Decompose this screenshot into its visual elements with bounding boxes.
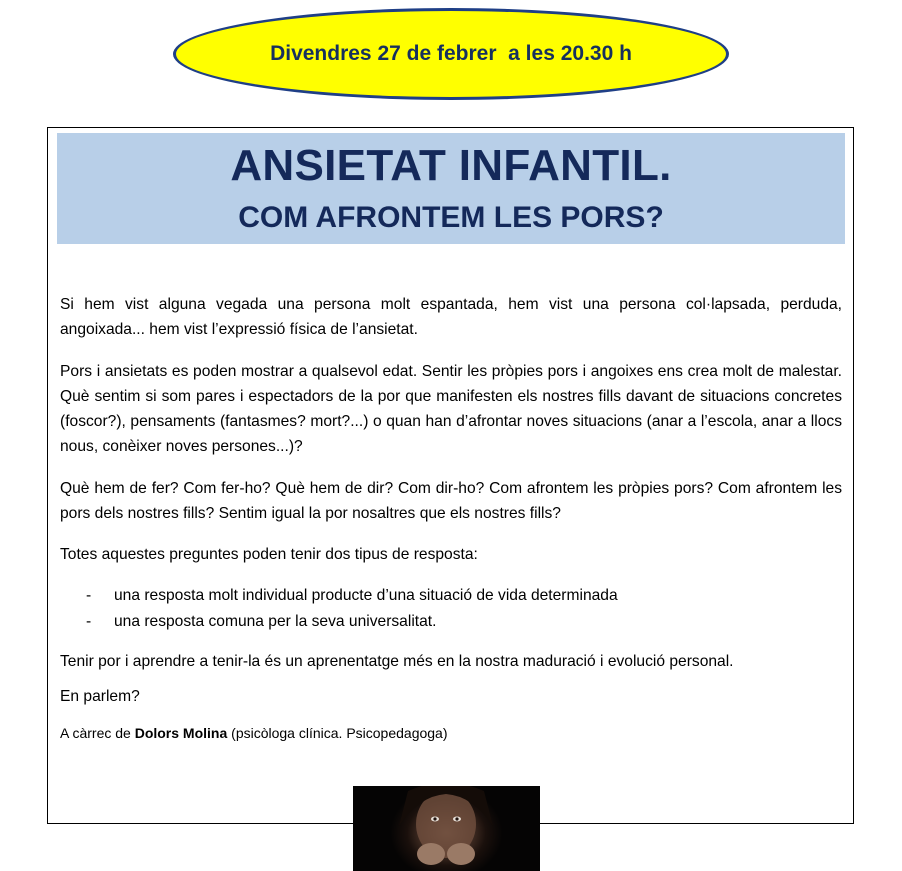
list-item <box>60 609 842 635</box>
event-date: Divendres 27 de febrer a les 20.30 h <box>270 42 632 65</box>
paragraph-answer-types: Totes aquestes preguntes poden tenir dos tipus de resposta: <box>60 546 478 563</box>
list-item-text: una resposta comuna per la seva universalitat. <box>114 612 437 630</box>
title-subtitle: COM AFRONTEM LES PORS? <box>238 201 664 234</box>
credit-prefix: A càrrec de <box>60 725 135 741</box>
title-main: ANSIETAT INFANTIL. <box>230 141 672 190</box>
paragraph-questions: Què hem de fer? Com fer-ho? Què hem de dir? Com dir-ho? Com afrontem les pròpies pors? Com afrontem les pors dels nostres fills? Sentim igual la por nosaltres que els nostres fills? <box>60 480 842 522</box>
title-banner <box>57 133 845 244</box>
list-dash: - <box>86 587 92 604</box>
speaker-name: Dolors Molina <box>134 725 228 741</box>
credit-suffix: (psicòloga clínica. Psicopedagoga) <box>227 725 448 741</box>
date-oval <box>173 8 729 100</box>
body-text <box>60 292 842 746</box>
scared-child-photo <box>353 786 540 871</box>
list-item-text: una resposta molt individual producte d’una situació de vida determinada <box>114 587 618 604</box>
paragraph-fears: Pors i ansietats es poden mostrar a qualsevol edat. Sentir les pròpies pors i angoixes ens crea molt de malestar. Què sentim si som pares i espectadors de la por que manifesten els nostres fills davant de situacions concretes (foscor?), pensaments (fantasmes? mort?...) o quan han d’afrontar noves situacions (anar a l’escola, anar a llocs nous, conèixer noves persones...)? <box>60 363 842 455</box>
list-item <box>60 583 842 609</box>
response-list <box>60 583 842 634</box>
paragraph-lets-talk: En parlem? <box>60 688 140 705</box>
paragraph-intro: Si hem vist alguna vegada una persona molt espantada, hem vist una persona col·lapsada, perduda, angoixada... hem vist l’expressió física de l’ansietat. <box>60 296 842 338</box>
speaker-credit <box>60 721 842 746</box>
paragraph-learning: Tenir por i aprendre a tenir-la és un aprenentatge més en la nostra maduració i evolució personal. <box>60 653 734 670</box>
photo-illustration <box>353 786 540 871</box>
list-dash: - <box>86 612 92 630</box>
